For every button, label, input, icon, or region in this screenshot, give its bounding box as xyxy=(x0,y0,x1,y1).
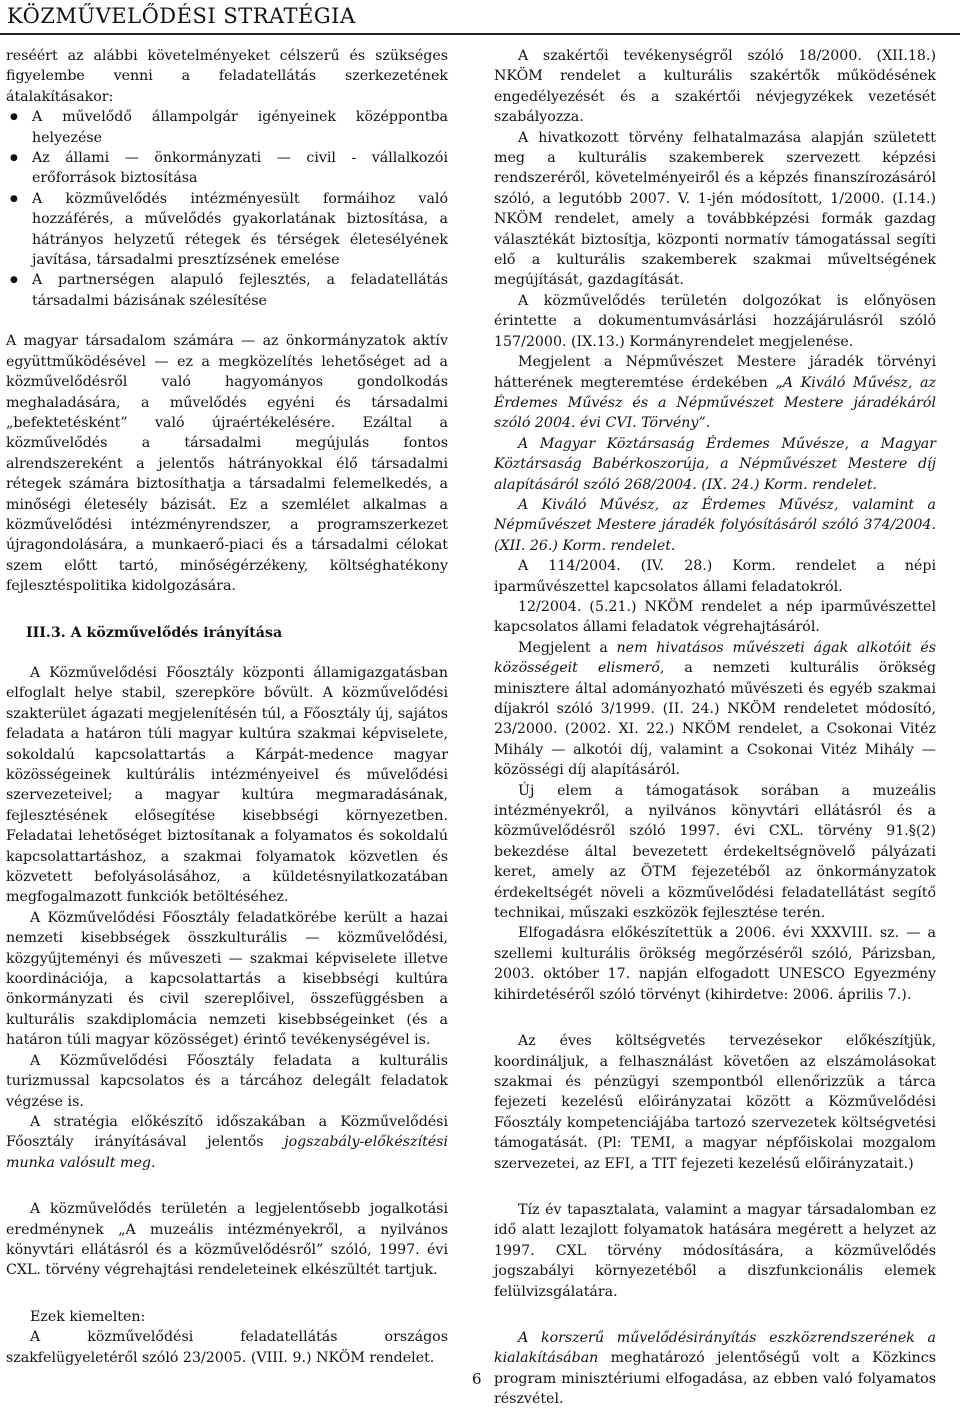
body-paragraph: A korszerű művelődésirányítás eszközrendszerének a kialakításában meghatározó jelentőségű volt a Közkincs program minisztériumi elfogadása, az ebben való folyamatos részvétel. xyxy=(494,1329,936,1408)
body-paragraph: A közművelődés területén dolgozókat is előnyösen érintette a dokumentumvásárlási hozzájárulásról szóló 157/2000. (IX.13.) Kormányrendelet megjelenése. xyxy=(494,292,936,350)
emphasized-text: A korszerű művelődésirányítás eszközrendszerének a kialakításában xyxy=(494,1329,936,1367)
bullet-item: ● Az állami — önkormányzati — civil - vállalkozói erőforrások biztosítása xyxy=(32,148,448,189)
body-paragraph: A hivatkozott törvény felhatalmazása alapján született meg a kulturális szakemberek szervezett képzési rendszeréről, követelményeiről és a képzés finanszírozásáról szóló, a legutóbb 2007. V. 1-jén módosított, 1/2000. (I.14.) NKÖM rendelet, amely a továbbképzési formák gazdag választékát biztosítja, központi normatív támogatással segíti elő a kulturális szakemberek szakmai műveltségének megújítását, gazdagítását. xyxy=(494,129,936,289)
emphasized-text: „A Kiváló Művész, az Érdemes Művész és a Népművészet Mestere járadékáról szóló 2004. évi CVI. Törvény”. xyxy=(494,374,936,432)
body-paragraph: A Közművelődési Főosztály központi államigazgatásban elfoglalt helye stabil, szerepköre bővült. A közművelődési szakterület ágazati megjelenítésén túl, a Főosztály új, sajátos feladata a határon túli magyar kultúra szakmai képviselete, sokoldalú kapcsolattartás a Kárpát-medence magyar közösségeinek kultúrális intézményeivel és művelődési szervezeteivel; a magyar kultúra megmaradásának, fejlesztésének elősegítése kisebbségi környezetben. Feladatai lehetőséget biztosítanak a folyamatos és sokoldalú kapcsolattartáshoz, a szakmai folyamatok közvetlen és közvetett befolyásolásához, a küldetésnyilatkozatában megfogalmazott funkciók betöltéséhez. xyxy=(6,664,448,906)
bullet-item: ● A művelődő állampolgár igényeinek középpontba helyezése xyxy=(32,107,448,148)
body-paragraph: Ezek kiemelten: xyxy=(30,1308,146,1325)
body-paragraph: 12/2004. (5.21.) NKÖM rendelet a nép iparművészettel kapcsolatos állami feladatok végrehajtásáról. xyxy=(494,598,936,636)
bullet-item: ● A közművelődés intézményesült formáihoz való hozzáférés, a művelődés gyakorlatának biztosítása, a hátrányos helyzetű rétegek és térségek életesélyének javítása, társadalmi presztízsének emelése xyxy=(32,189,448,271)
body-paragraph: A közművelődési feladatellátás országos szakfelügyeletéről szóló 23/2005. (VIII. 9.) NKÖM rendelet. xyxy=(6,1329,448,1366)
body-paragraph: Új elem a támogatások sorában a muzeális intézményekről, a nyilvános könyvtári ellátásról és a közművelődésről szóló 1997. évi CXL. törvény 91.§(2) bekezdése által bevezetett érdekeltségnövelő pályázati keret, amely az ÖTM fejezetéből az önkormányzatok érdekeltségét növeli a közművelődési feladatellátást segítő technikai, műszaki eszközök fejlesztése terén. xyxy=(494,782,936,922)
header-rule xyxy=(0,33,960,35)
body-paragraph: Elfogadásra előkészítettük a 2006. évi XXXVIII. sz. — a szellemi kulturális örökség megőrzéséről szóló, Párizsban, 2003. október 17. napján elfogadott UNESCO Egyezmény kihirdetéséről szóló törvényt (kihirdetve: 2006. április 7.). xyxy=(494,925,936,1003)
bullet-list xyxy=(6,107,448,311)
body-paragraph: A Közművelődési Főosztály feladatkörébe került a hazai nemzeti kisebbségek összkulturális — közművelődési, közgyűjteményi és műveszeti — szakmai képviselete illetve koordinációja, a kapcsolattartás a kisebbségi kultúra önkormányzati és civil szereplőivel, összefüggésben a kulturális szakdiplomácia nemzeti kisebbségeinket (és a határon túli magyar közösséget) érintő tevékenységével is. xyxy=(6,909,448,1049)
body-paragraph: A közművelődés területén a legjelentősebb jogalkotási eredménynek „A muzeális intézményekről, a nyilvános könyvtári ellátásról és a közművelődésről” szóló, 1997. évi CXL. törvény végrehajtási rendeleteinek elkészültét tartjuk. xyxy=(6,1201,448,1279)
body-paragraph: Tíz év tapasztalata, valamint a magyar társadalomban ez idő alatt lezajlott folyamatok hatására megérett a helyzet az 1997. CXL törvény módosítására, a közművelődés jogszabályi környezetéből a diszfunkcionális elemek felülvizsgálatára. xyxy=(494,1201,936,1300)
body-paragraph: A magyar társadalom számára — az önkormányzatok aktív együttműködésével — ez a megközelítés lehetőséget ad a közművelődésről való hagyományos gondolkodás meghaladására, a művelődés egyéni és társadalmi „befektetésként” való újraértékelésére. Ezáltal a közművelődés a társadalmi megújulás fontos alrendszereként a jelentős hátrányokkal élő társadalmi rétegek számára biztosíthatja a társadalmi felemelkedés, a minőségi életesély bázisát. Ez a szemlélet alkalmas a közművelődési intézményrendszer, a programszerkezet újragondolására, a munkaerő-piaci és a társadalmi célokat szem előtt tartó, minőségérzékeny, költséghatékony fejlesztéspolitika kidolgozására. xyxy=(6,333,448,595)
section-heading: III.3. A közművelődés irányítása xyxy=(26,624,283,641)
bullet-item: ● A partnerségen alapuló fejlesztés, a feladatellátás társadalmi bázisának szélesítése xyxy=(32,270,448,311)
body-paragraph: Megjelent a Népművészet Mestere járadék törvényi hátterének megteremtése érdekében „A Kiváló Művész, az Érdemes Művész és a Népművészet Mestere járadékáról szóló 2004. évi CVI. Törvény”. xyxy=(494,354,936,432)
emphasized-text: jogszabály-előkészítési munka valósult meg. xyxy=(6,1134,448,1171)
body-paragraph: A Kiváló Művész, az Érdemes Művész, valamint a Népművészet Mestere járadék folyósításáról szóló 374/2004. (XII. 26.) Korm. rendelet. xyxy=(494,496,936,554)
body-paragraph: Megjelent a nem hivatásos művészeti ágak alkotóit és közösségeit elismerő, a nemzeti kulturális örökség minisztere által adományozható művészeti és egyéb szakmai díjakról szóló 3/1999. (II. 24.) NKÖM rendeletet módosító, 23/2000. (2002. XI. 22.) NKÖM rendelet, a Csokonai Vitéz Mihály — alkotói díj, valamint a Csokonai Vitéz Mihály — közösségi díj alapításáról. xyxy=(494,639,936,779)
body-paragraph: A stratégia előkészítő időszakában a Közművelődési Főosztály irányításával jelentős jogszabály-előkészítési munka valósult meg. xyxy=(6,1113,448,1171)
running-header: KÖZMŰVELŐDÉSI STRATÉGIA xyxy=(7,4,356,28)
body-paragraph: A 114/2004. (IV. 28.) Korm. rendelet a népi iparművészettel kapcsolatos állami feladatokról. xyxy=(494,558,936,595)
intro-paragraph: reséért az alábbi követelményeket célszerű és szükséges figyelembe venni a feladatellátás szerkezetének átalakításakor: xyxy=(6,48,448,105)
left-column xyxy=(6,46,448,1368)
body-paragraph: A szakértői tevékenységről szóló 18/2000. (XII.18.) NKÖM rendelet a kulturális szakértők működésének engedélyezését és a szakértői névjegyzékek vezetését szabályozza. xyxy=(494,48,936,126)
right-column xyxy=(494,46,936,1410)
body-paragraph: A Közművelődési Főosztály feladata a kulturális turizmussal kapcsolatos és a tárcához delegált feladatok végzése is. xyxy=(6,1052,448,1110)
body-paragraph: Az éves költségvetés tervezésekor előkészítjük, koordináljuk, a felhasználást követően az elszámolásokat szakmai és pénzügyi szempontból ellenőrizzük a tárca fejezeti kezelésű előirányzatai között a Közművelődési Főosztály kompetenciájába tartozó szervezetek költségvetési támogatását. (Pl: TEMI, a magyar népfőiskolai mozgalom szervezetei, az EFI, a TIT fejezeti kezelésű előirányzatait.) xyxy=(494,1033,936,1172)
page-number: 6 xyxy=(472,1370,482,1388)
body-paragraph: A Magyar Köztársaság Érdemes Művésze, a Magyar Köztársaság Babérkoszorúja, a Népművészet Mestere díj alapításáról szóló 268/2004. (IX. 24.) Korm. rendelet. xyxy=(494,435,936,493)
emphasized-text: nem hivatásos művészeti ágak alkotóit és közösségeit elismerő xyxy=(494,639,936,677)
